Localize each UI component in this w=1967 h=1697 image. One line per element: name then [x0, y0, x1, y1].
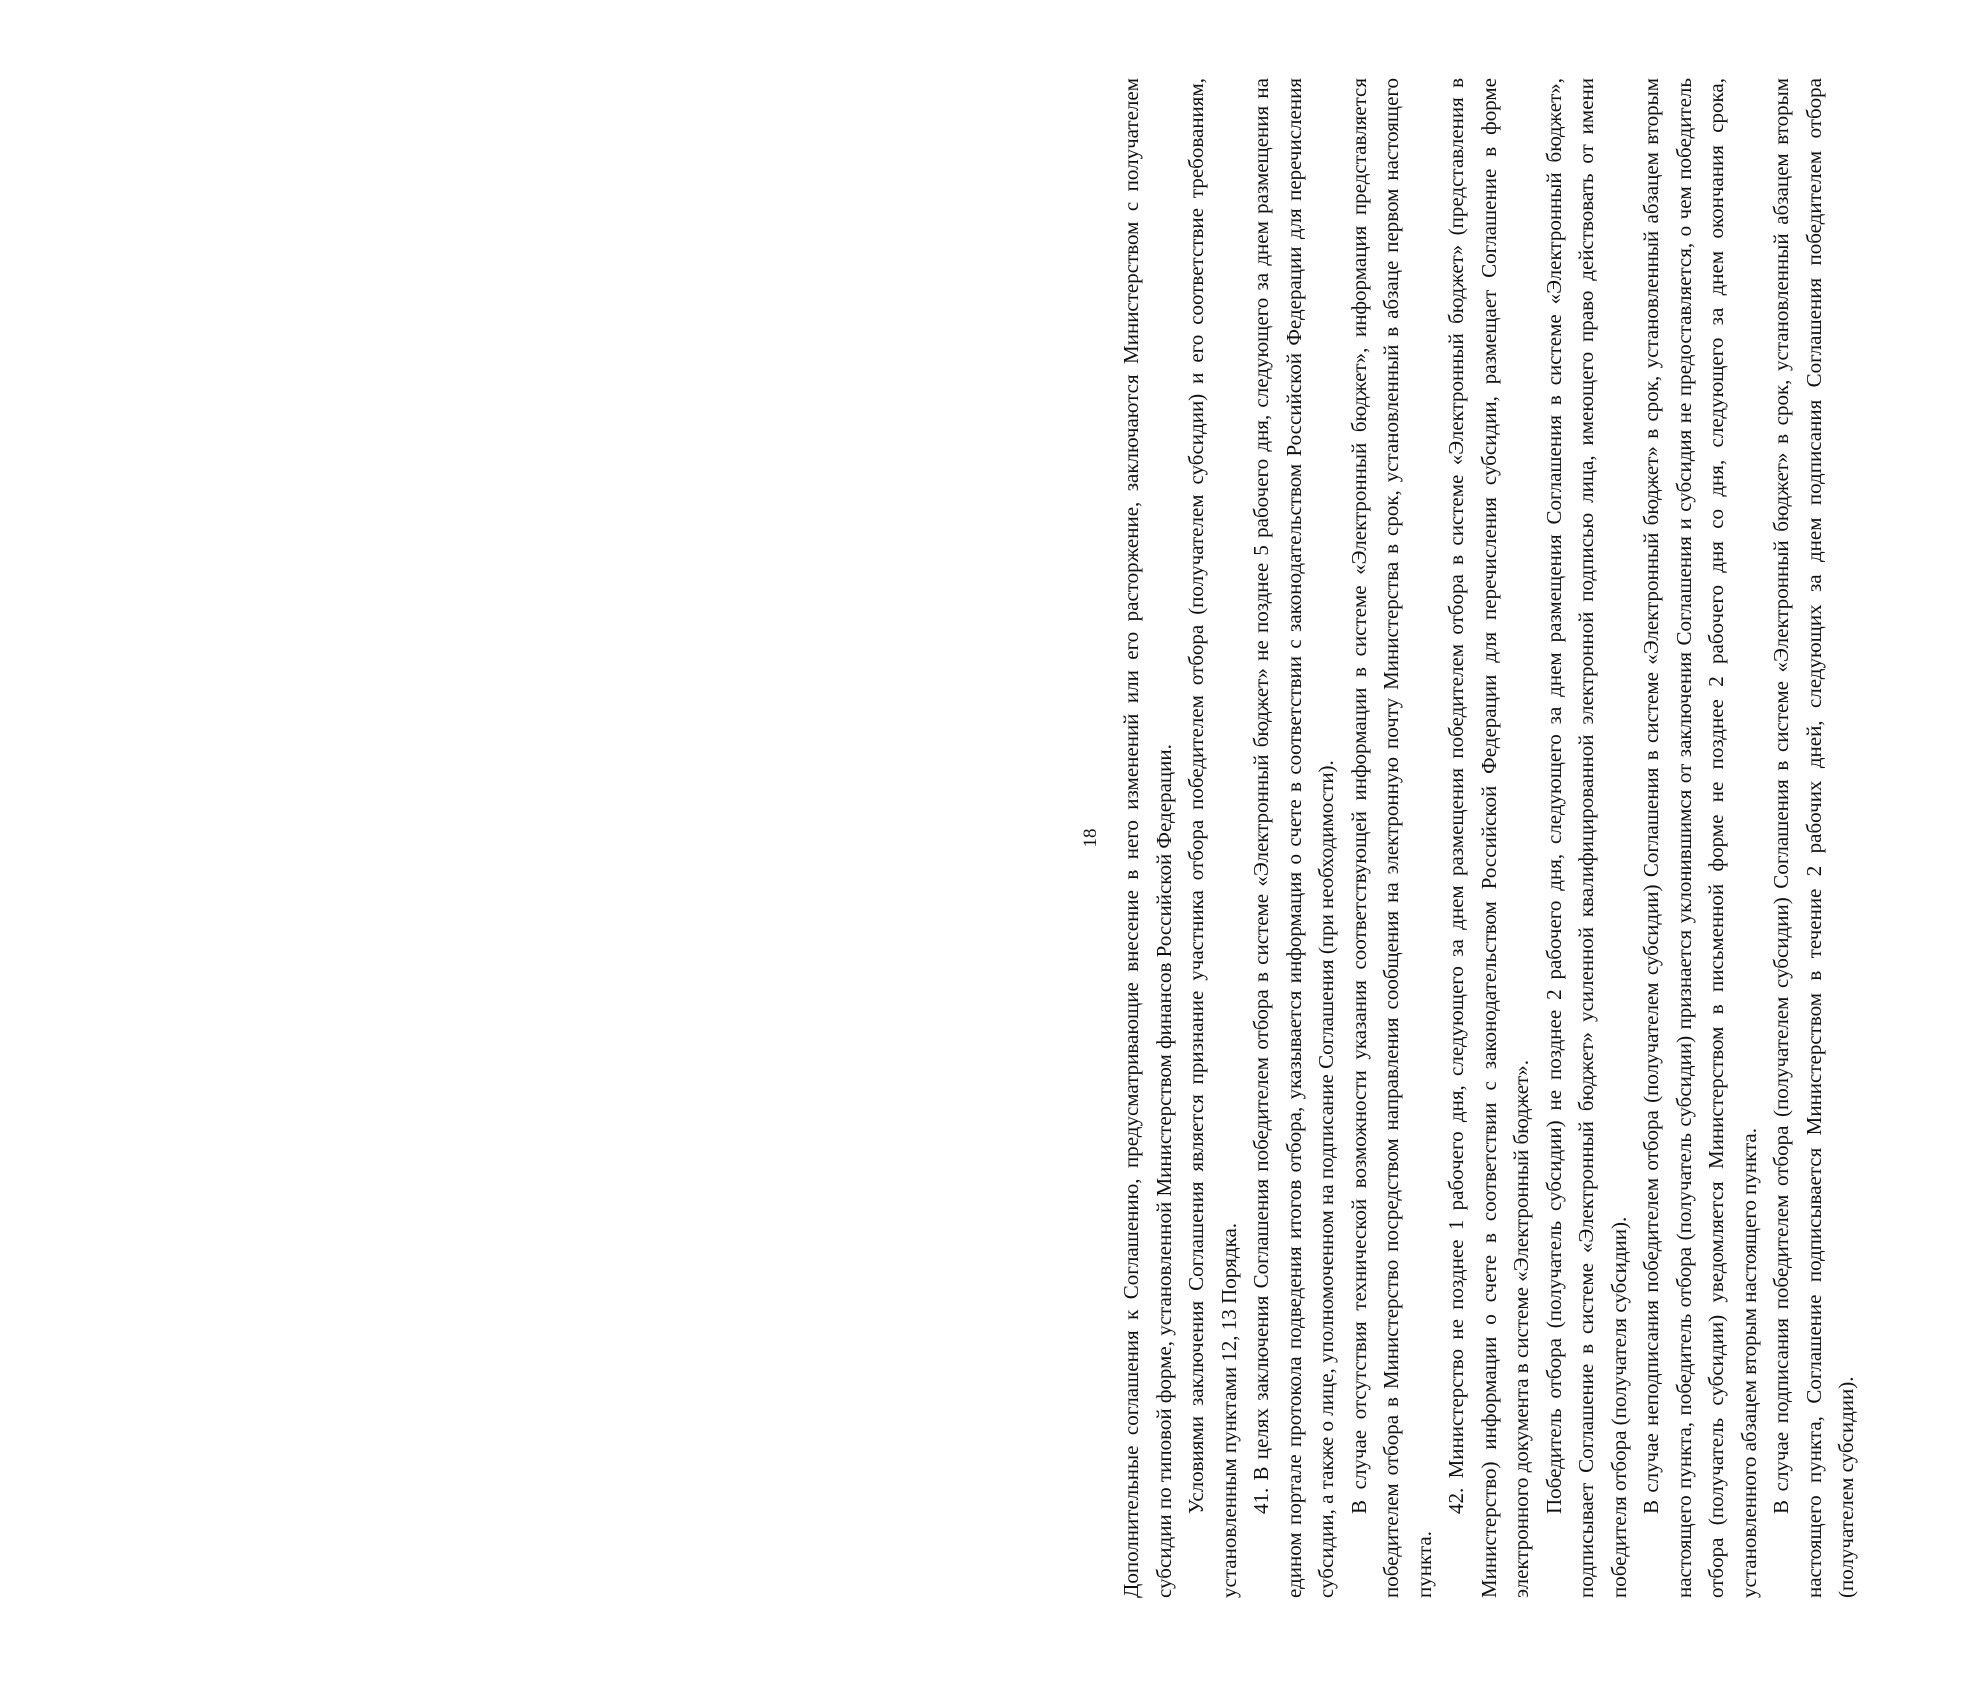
document-body: [1115, 78, 1863, 1598]
paragraph-3: 41. В целях заключения Соглашения победителем отбора в системе «Электронный бюджет» не позднее 5 рабочего дня, следующего за днем размещения на едином портале протокола подведения итогов отбора, указывается информация о счете в соответствии с законодательством Российской Федерации для перечисления субсидии, а также о лице, уполномоченном на подписание Соглашения (при необходимости).: [1249, 78, 1338, 1598]
paragraph-4: В случае отсутствия технической возможности указания соответствующей информации в системе «Электронный бюджет», информация представляется победителем отбора в Министерство посредством направления сообщения на электронную почту Министерства в срок, установленный в абзаце первом настоящего пункта.: [1346, 78, 1436, 1598]
paragraph-1: Дополнительные соглашения к Соглашению, предусматривающие внесение в него изменений или его расторжение, заключаются Министерством с получателем субсидии по типовой форме, установленной Министерством финансов Российской Федерации.: [1119, 78, 1176, 1598]
page-number: 18: [1080, 828, 1101, 848]
paragraph-8: В случае подписания победителем отбора (получателем субсидии) Соглашения в системе «Электронный бюджет» в срок, установленный абзацем вторым настоящего пункта, Соглашение подписывается Министерством в течение 2 рабочих дней, следующих за днем подписания Соглашения победителем отбора (получателем субсидии).: [1769, 78, 1858, 1598]
paragraph-6: Победитель отбора (получатель субсидии) не позднее 2 рабочего дня, следующего за днем размещения Соглашения в системе «Электронный бюджет», подписывает Соглашение в системе «Электронный бюджет» усиленной квалифицированной электронной подписью лица, имеющего право действовать от имени победителя отбора (получателя субсидии).: [1541, 78, 1631, 1598]
paragraph-5: 42. Министерство не позднее 1 рабочего дня, следующего за днем размещения победителем отбора в системе «Электронный бюджет» (представления в Министерство) информации о счете в соответствии с законодательством Российской Федерации для перечисления субсидии, размещает Соглашение в форме электронного документа в системе «Электронный бюджет».: [1444, 78, 1533, 1598]
rotated-content: [1067, 78, 1967, 1598]
paragraph-7: В случае неподписания победителем отбора (получателем субсидии) Соглашения в системе «Электронный бюджет» в срок, установленный абзацем вторым настоящего пункта, победитель отбора (получатель субсидии) признается уклонившимся от заключения Соглашения и субсидия не предоставляется, о чем победитель отбора (получатель субсидии) уведомляется Министерством в письменной форме не позднее 2 рабочего дня со дня, следующего за днем окончания срока, установленного абзацем вторым настоящего пункта.: [1639, 78, 1761, 1598]
paragraph-2: Условиями заключения Соглашения является признание участника отбора победителем отбора (получателем субсидии) и его соответствие требованиям, установленным пунктами 12, 13 Порядка.: [1184, 78, 1241, 1598]
